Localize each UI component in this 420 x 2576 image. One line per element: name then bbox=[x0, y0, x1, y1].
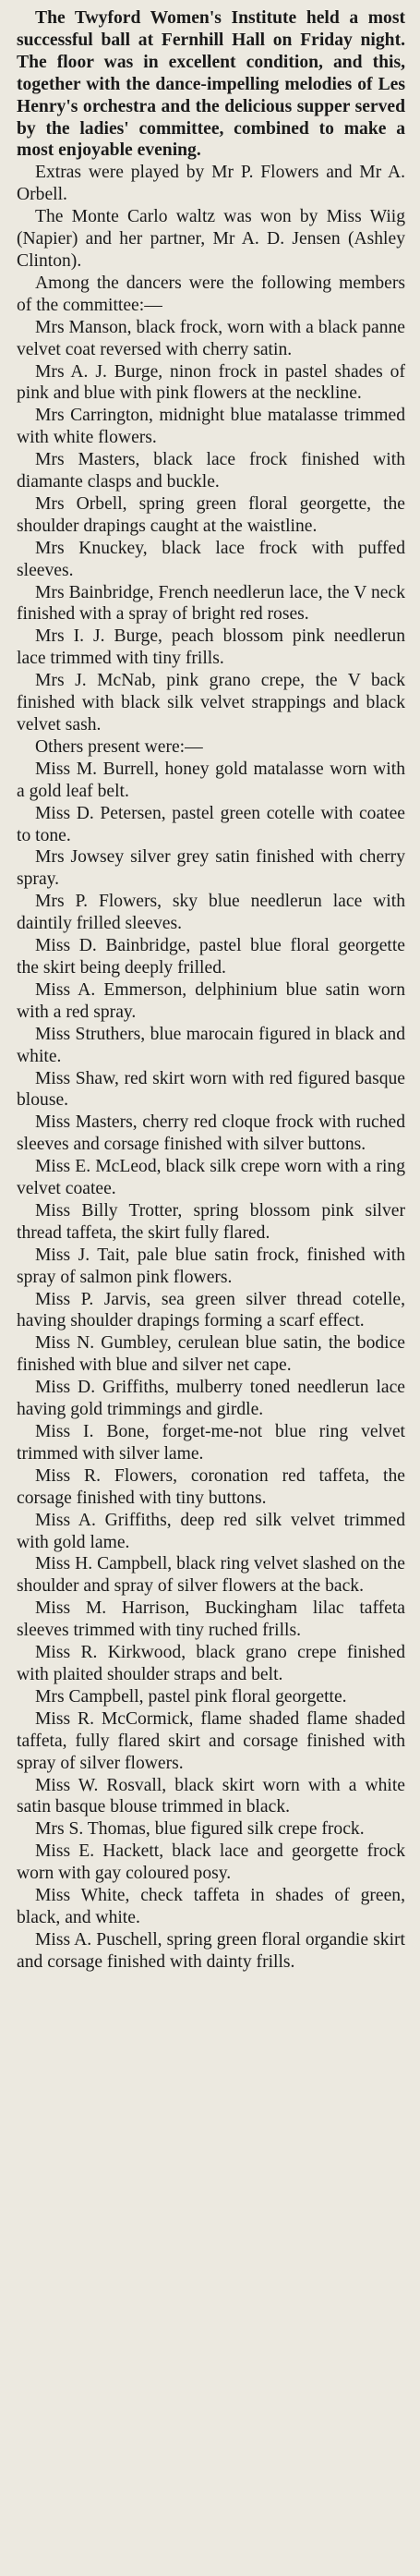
article-paragraph: The Monte Carlo waltz was won by Miss Wiig (Napier) and her partner, Mr A. D. Jensen (Ashley Clinton). bbox=[17, 207, 405, 271]
article-paragraph: Miss M. Harrison, Buckingham lilac taffeta sleeves trimmed with tiny ruched frills. bbox=[17, 1598, 405, 1641]
article-paragraph: Extras were played by Mr P. Flowers and Mr A. Orbell. bbox=[17, 163, 405, 205]
article-paragraph: Miss Billy Trotter, spring blossom pink silver thread taffeta, the skirt fully flared. bbox=[17, 1200, 405, 1243]
article-paragraph: Mrs Carrington, midnight blue matalasse trimmed with white flowers. bbox=[17, 406, 405, 448]
article-paragraph: Miss R. Flowers, coronation red taffeta, the corsage finished with tiny buttons. bbox=[17, 1465, 405, 1508]
article-paragraph: Miss A. Puschell, spring green floral organdie skirt and corsage finished with dainty frills. bbox=[17, 1929, 405, 1972]
article-paragraph: Miss White, check taffeta in shades of green, black, and white. bbox=[17, 1886, 405, 1927]
article-paragraph: Miss A. Griffiths, deep red silk velvet trimmed with gold lame. bbox=[17, 1510, 405, 1552]
article-paragraph: Mrs Orbell, spring green floral georgette, the shoulder drapings caught at the waistline. bbox=[17, 493, 405, 536]
lead-paragraph: The Twyford Women's Institute held a most successful ball at Fernhill Hall on Friday night. The floor was in excellent condition, and this, together with the dance-impelling melodies of Les Henry's orchestra and the delicious supper served by the ladies' committee, combined to make a most enjoyable evening. bbox=[17, 8, 405, 161]
article-paragraph: Miss M. Burrell, honey gold matalasse worn with a gold leaf belt. bbox=[17, 759, 405, 801]
article-paragraph: Miss H. Campbell, black ring velvet slashed on the shoulder and spray of silver flowers at the back. bbox=[17, 1554, 405, 1597]
article-paragraph: Mrs J. McNab, pink grano crepe, the V back finished with black silk velvet strappings and black velvet sash. bbox=[17, 671, 405, 735]
article-paragraph: Miss Masters, cherry red cloque frock with ruched sleeves and corsage finished with silver buttons. bbox=[17, 1112, 405, 1155]
article-paragraph: Miss P. Jarvis, sea green silver thread cotelle, having shoulder drapings forming a scarf effect. bbox=[17, 1289, 405, 1331]
article-paragraph: Mrs Manson, black frock, worn with a black panne velvet coat reversed with cherry satin. bbox=[17, 317, 405, 359]
article-paragraph: Miss E. Hackett, black lace and georgette frock worn with gay coloured posy. bbox=[17, 1841, 405, 1884]
article-paragraph: Mrs Masters, black lace frock finished with diamante clasps and buckle. bbox=[17, 450, 405, 492]
article-paragraph: Mrs Bainbridge, French needlerun lace, the V neck finished with a spray of bright red roses. bbox=[17, 582, 405, 625]
article-paragraph: Mrs A. J. Burge, ninon frock in pastel shades of pink and blue with pink flowers at the neckline. bbox=[17, 361, 405, 404]
article-paragraph: Mrs P. Flowers, sky blue needlerun lace with daintily frilled sleeves. bbox=[17, 892, 405, 934]
article-paragraph: Miss R. McCormick, flame shaded flame shaded taffeta, fully flared skirt and corsage finished with spray of silver flowers. bbox=[17, 1708, 405, 1773]
article-paragraph: Miss D. Griffiths, mulberry toned needlerun lace having gold trimmings and girdle. bbox=[17, 1378, 405, 1420]
article-paragraph: Mrs S. Thomas, blue figured silk crepe frock. bbox=[35, 1819, 365, 1840]
article-paragraph: Among the dancers were the following members of the committee:— bbox=[17, 273, 405, 315]
article-paragraph: Miss Struthers, blue marocain figured in black and white. bbox=[17, 1024, 405, 1066]
article-paragraph: Miss A. Emmerson, delphinium blue satin worn with a red spray. bbox=[17, 979, 405, 1022]
article-paragraph: Miss D. Petersen, pastel green cotelle with coatee to tone. bbox=[17, 803, 405, 845]
article-paragraph: Miss E. McLeod, black silk crepe worn with a ring velvet coatee. bbox=[17, 1157, 405, 1199]
article-paragraph: Mrs Knuckey, black lace frock with puffed sleeves. bbox=[17, 538, 405, 580]
article-paragraph: Miss I. Bone, forget-me-not blue ring velvet trimmed with silver lame. bbox=[17, 1422, 405, 1464]
article-paragraph: Miss R. Kirkwood, black grano crepe finished with plaited shoulder straps and belt. bbox=[17, 1643, 405, 1684]
article-paragraph: Mrs I. J. Burge, peach blossom pink needlerun lace trimmed with tiny frills. bbox=[17, 626, 405, 669]
article-paragraph: Mrs Jowsey silver grey satin finished with cherry spray. bbox=[17, 847, 405, 890]
article-paragraph: Miss Shaw, red skirt worn with red figured basque blouse. bbox=[17, 1068, 405, 1111]
article-paragraph: Miss W. Rosvall, black skirt worn with a white satin basque blouse trimmed in black. bbox=[17, 1775, 405, 1817]
article-paragraph: Miss D. Bainbridge, pastel blue floral georgette the skirt being deeply frilled. bbox=[17, 936, 405, 978]
article-paragraph: Others present were:— bbox=[35, 736, 203, 757]
article-paragraph: Mrs Campbell, pastel pink floral georgette. bbox=[35, 1686, 347, 1707]
article-paragraph: Miss J. Tait, pale blue satin frock, finished with spray of salmon pink flowers. bbox=[17, 1245, 405, 1287]
article-paragraph: Miss N. Gumbley, cerulean blue satin, the bodice finished with blue and silver net cape. bbox=[17, 1333, 405, 1376]
